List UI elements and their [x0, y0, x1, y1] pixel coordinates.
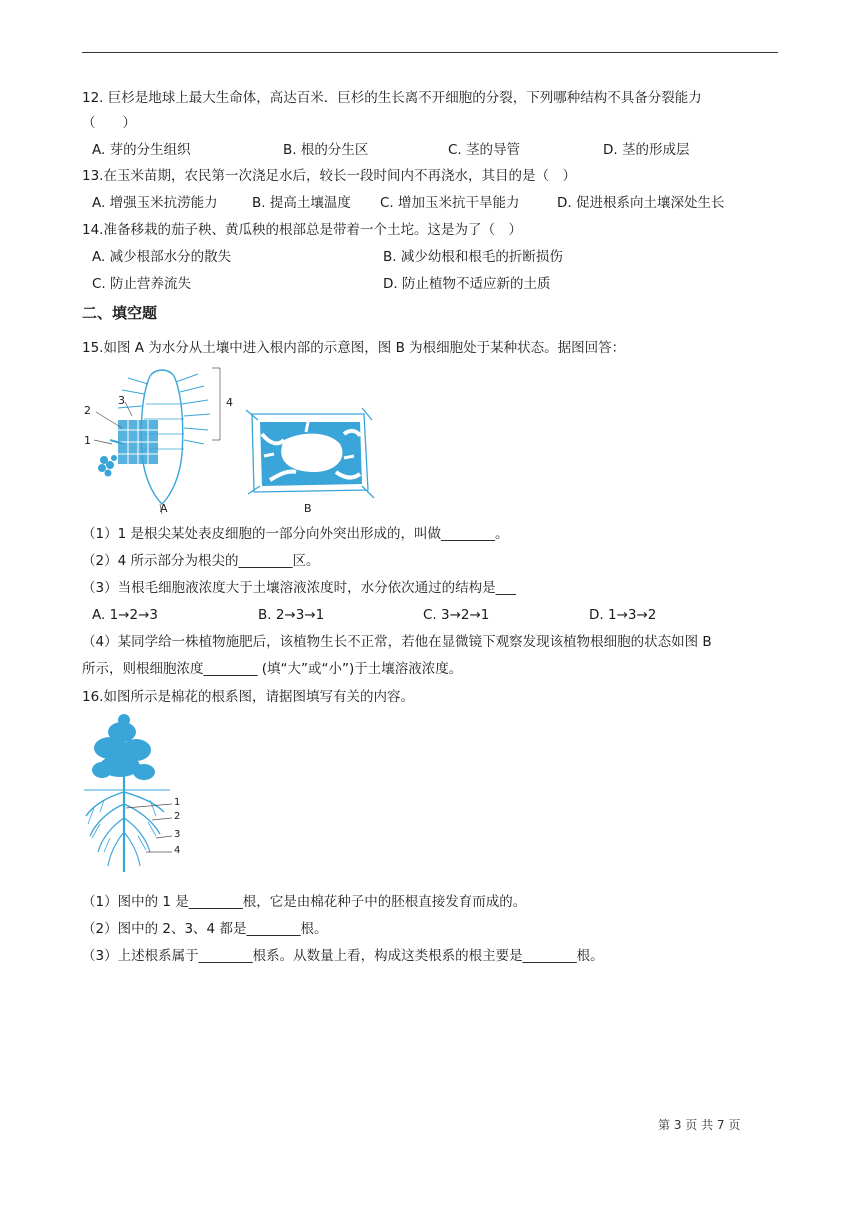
- q15-option-c: C. 3→2→1: [423, 607, 490, 623]
- q15-option-b: B. 2→3→1: [258, 607, 325, 623]
- q13-option-a: A. 增强玉米抗涝能力: [92, 195, 218, 211]
- q12-option-c: C. 茎的导管: [448, 142, 521, 158]
- q14-option-c: C. 防止营养流失: [92, 276, 192, 292]
- q12-paren: （ ）: [82, 115, 136, 131]
- q15-option-d: D. 1→3→2: [589, 607, 657, 623]
- fig-cotton-label-3: 3: [174, 829, 181, 840]
- q12-option-b: B. 根的分生区: [283, 142, 369, 158]
- q12-option-d: D. 茎的形成层: [603, 142, 690, 158]
- page-number: 第 3 页 共 7 页: [658, 1118, 741, 1132]
- section-heading: 二、填空题: [82, 304, 158, 322]
- figure-b-cell-diagram: [244, 404, 376, 502]
- q14-option-d: D. 防止植物不适应新的土质: [383, 276, 551, 292]
- q12-option-a: A. 芽的分生组织: [92, 142, 191, 158]
- q15-sub3: （3）当根毛细胞液浓度大于土壤溶液浓度时，水分依次通过的结构是___: [82, 580, 516, 596]
- q16-sub2: （2）图中的 2、3、4 都是________根。: [82, 921, 328, 937]
- q13-option-c: C. 增加玉米抗干旱能力: [380, 195, 520, 211]
- fig-a-label-2: 2: [84, 404, 91, 417]
- q15-sub2: （2）4 所示部分为根尖的________区。: [82, 553, 320, 569]
- fig-cotton-label-4: 4: [174, 845, 181, 856]
- q15-sub1: （1）1 是根尖某处表皮细胞的一部分向外突出形成的，叫做________。: [82, 526, 509, 542]
- fig-cotton-label-1: 1: [174, 797, 181, 808]
- q14-stem: 14.准备移栽的茄子秧、黄瓜秧的根部总是带着一个土坨。这是为了（ ）: [82, 222, 522, 238]
- fig-a-label-3: 3: [118, 394, 125, 407]
- q15-sub4-line2: 所示，则根细胞浓度________ (填“大”或“小”)于土壤溶液浓度。: [82, 661, 463, 677]
- q16-stem: 16.如图所示是棉花的根系图，请据图填写有关的内容。: [82, 689, 414, 705]
- q15-option-a: A. 1→2→3: [92, 607, 158, 623]
- q13-stem: 13.在玉米苗期，农民第一次浇足水后，较长一段时间内不再浇水，其目的是（ ）: [82, 168, 576, 184]
- q14-option-a: A. 减少根部水分的散失: [92, 249, 232, 265]
- header-rule: [82, 52, 778, 53]
- q15-sub4-line1: （4）某同学给一株植物施肥后，该植物生长不正常，若他在显微镜下观察发现该植物根细胞的状态如图 B: [82, 634, 712, 650]
- q16-sub3: （3）上述根系属于________根系。从数量上看，构成这类根系的根主要是________根。: [82, 948, 604, 964]
- fig-a-caption: A: [160, 502, 168, 515]
- q15-stem: 15.如图 A 为水分从土壤中进入根内部的示意图，图 B 为根细胞处于某种状态。据图回答：: [82, 340, 626, 356]
- q13-option-b: B. 提高土壤温度: [252, 195, 351, 211]
- fig-b-caption: B: [304, 502, 312, 515]
- fig-a-label-1: 1: [84, 434, 91, 447]
- q13-option-d: D. 促进根系向土壤深处生长: [557, 195, 725, 211]
- fig-cotton-label-2: 2: [174, 811, 181, 822]
- q16-sub1: （1）图中的 1 是________根，它是由棉花种子中的胚根直接发育而成的。: [82, 894, 527, 910]
- fig-a-label-4: 4: [226, 396, 233, 409]
- figure-cotton-root-system: [80, 712, 188, 880]
- q12-stem: 12. 巨杉是地球上最大生命体，高达百米．巨杉的生长离不开细胞的分裂，下列哪种结构不具备分裂能力: [82, 90, 702, 106]
- q14-option-b: B. 减少幼根和根毛的折断损伤: [383, 249, 563, 265]
- figure-a-root-diagram: [80, 364, 242, 516]
